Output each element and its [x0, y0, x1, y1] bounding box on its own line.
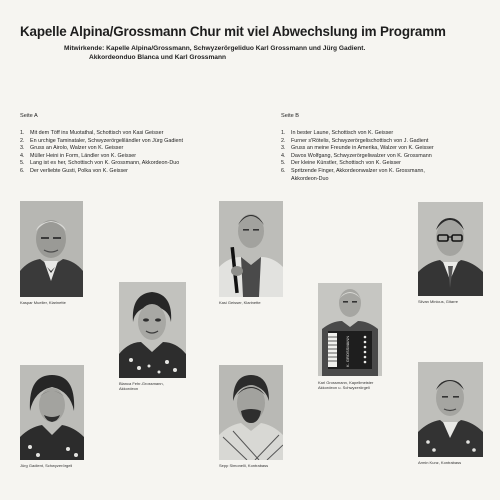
- portrait-sepp-simonelli: [219, 365, 283, 460]
- credits-block: [64, 45, 484, 62]
- track-item: 3. Gruss an Airolo, Walzer von K. Geisser: [20, 145, 124, 152]
- track-item: 5. Der kleine Künstler, Schottisch von K. Geisser: [281, 160, 401, 167]
- track-item: 5. Lang ist es her, Schottisch von K. Grossmann, Akkordeon-Duo: [20, 160, 180, 167]
- side-a-heading: Seite A: [20, 113, 38, 119]
- track-item: 1. In bester Laune, Schottisch von K. Geisser: [281, 130, 394, 136]
- side-b-tracklist: [281, 130, 434, 183]
- track-item: 6. Spritzende Finger, Akkordeonwalzer von K. Grossmann, Akkordeon-Duo: [281, 167, 425, 182]
- caption-armin-kunz: Armin Kunz, Kontrabass: [418, 460, 462, 465]
- side-a-tracklist: [20, 130, 183, 176]
- accordion-label: K. GROSSMANN: [345, 335, 350, 367]
- track-item: 3. Gruss an meine Freunde in Amerika, Walzer von K. Geisser: [281, 145, 434, 152]
- portrait-armin-kunz: [418, 362, 483, 457]
- caption-kasi-geisser: Kasi Geisser, Klarinette: [219, 300, 261, 305]
- caption-silvan-minicus: Silvan Minicus, Gitarre: [418, 299, 459, 304]
- portrait-jurg-gadient: [20, 365, 84, 460]
- caption-kaspar-mueller: Kaspar Mueller, Klarinette: [20, 300, 66, 305]
- track-item: 1. Mit dem Töff ins Muotathal, Schottisch von Kasi Geisser: [20, 130, 164, 136]
- track-item: 4. Davos Wolfgang, Schwyzerörgeliwalzer von K. Grossmann: [281, 152, 432, 159]
- credits-line-2: Akkordeonduo Blanca und Karl Grossmann: [89, 53, 227, 61]
- credits-line-1: Mitwirkende: Kapelle Alpina/Grossmann, Schwyzerörgeliduo Karl Grossmann und Jürg Gadient.: [64, 45, 366, 52]
- portrait-karl-grossmann: [318, 283, 382, 376]
- portrait-kaspar-mueller: [20, 201, 83, 297]
- portrait-silvan-minicus: [418, 202, 483, 296]
- track-item: 6. Der verliebte Gusti, Polka von K. Geisser: [20, 167, 128, 174]
- caption-sepp-simonelli: Sepp Simonelli, Kontrabass: [219, 463, 269, 468]
- track-item: 4. Müller Heini in Form, Ländler von K. Geisser: [20, 152, 137, 159]
- caption-blanca-fehr-grossmann: Blanca Fehr-Grossmann, Akkordeon: [119, 381, 164, 392]
- caption-karl-grossmann: Karl Grossmann, Kapellmeister Akkordeon u. Schwyzerörgeli: [318, 380, 374, 391]
- page-title: Kapelle Alpina/Grossmann Chur mit viel Abwechslung im Programm: [20, 24, 446, 39]
- track-item: 2. Furner s'Rötelis, Schwyzerörgelischottisch von J. Gadient: [281, 137, 429, 144]
- portrait-blanca-fehr-grossmann: [119, 282, 186, 378]
- track-item: 2. En urchige Taminataler, Schwyzerörgeliländler von Jürg Gadient: [20, 137, 184, 144]
- caption-jurg-gadient: Jürg Gadient, Schwyzerörgeli: [20, 463, 73, 468]
- portrait-kasi-geisser: [219, 201, 283, 297]
- side-b-heading: Seite B: [281, 113, 300, 119]
